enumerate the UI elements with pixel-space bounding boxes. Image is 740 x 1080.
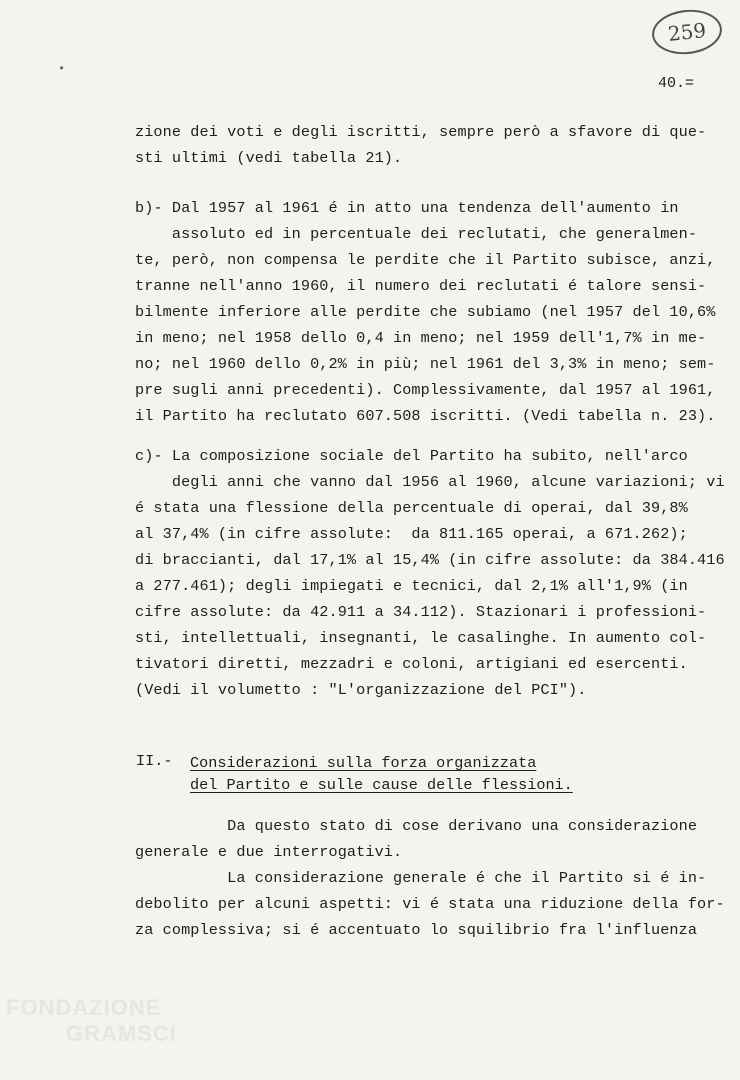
archive-stamp: 259 — [650, 6, 724, 57]
paragraph-b: b)- Dal 1957 al 1961 é in atto una tendenza dell'aumento in assoluto ed in percentuale dei reclutati, che generalmen- te, però, non compensa le perdite che il Partito subisce, anzi, tranne nell'anno 1960, il numero dei reclutati é talore sensi- bilmente inferiore alle perdite che subiamo (nel 1957 del 10,6% in meno; nel 1958 dello 0,4 in meno; nel 1959 dell'1,7% in me- no; nel 1960 dello 0,2% in più; nel 1961 del 3,3% in meno; sem- pre sugli anni precedenti). Complessivamente, dal 1957 al 1961, il Partito ha reclutato 607.508 iscritti. (Vedi tabella n. 23). — [135, 199, 716, 425]
watermark — [6, 995, 206, 1047]
watermark-line-1: FONDAZIONE — [6, 995, 162, 1020]
paragraph-d: Da questo stato di cose derivano una considerazione generale e due interrogativi. La considerazione generale é che il Partito si é in- debolito per alcuni aspetti: vi é stata una riduzione della for- za complessiva; si é accentuato lo squilibrio fra l'influenza — [135, 817, 725, 939]
stray-mark: • — [58, 62, 66, 76]
section-title: Considerazioni sulla forza organizzata del Partito e sulle cause delle flessioni. — [190, 754, 573, 794]
section-number: II.- — [136, 752, 173, 770]
page-number: 40.= — [658, 75, 695, 92]
watermark-line-2: GRAMSCI — [66, 1021, 177, 1046]
paragraph-c: c)- La composizione sociale del Partito ha subito, nell'arco degli anni che vanno dal 1956 al 1960, alcune variazioni; vi é stata una flessione della percentuale di operai, dal 39,8% al 37,4% (in cifre assolute: da 811.165 operai, a 671.262); di braccianti, dal 17,1% al 15,4% (in cifre assolute: da 384.416 a 277.461); degli impiegati e tecnici, dal 2,1% all'1,9% (in cifre assolute: da 42.911 a 34.112). Stazionari i professioni- sti, intellettuali, insegnanti, le casalinghe. In aumento col- tivatori diretti, mezzadri e coloni, artigiani ed esercenti. (Vedi il volumetto : "L'organizzazione del PCI"). — [135, 447, 725, 699]
paragraph-continuation: zione dei voti e degli iscritti, sempre però a sfavore di que- sti ultimi (vedi tabella 21). — [135, 123, 707, 167]
